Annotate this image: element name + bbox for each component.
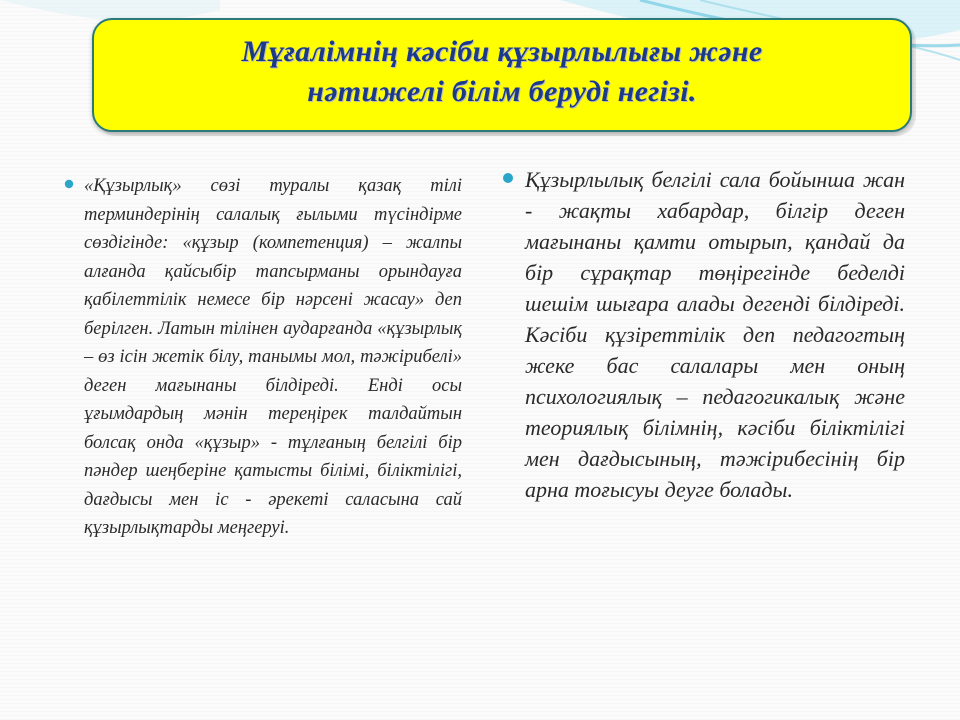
right-paragraph: Құзырлылық белгілі сала бойынша жан - жақты хабардар, білгір деген мағынаны қамти отырып, қандай да бір сұрақтар төңірегінде беделді шешім шығара алады дегенді білдіреді. Кәсіби құзіреттілік деп педагогтың жеке бас салалары мен оның психологиялық – педагогикалық және теориялық білімнің, кәсіби біліктілігі мен дағдысының, тәжірибесінің бір арна тоғысуы деуге болады.	[525, 167, 905, 502]
left-paragraph: «Құзырлық» сөзі туралы қазақ тілі терминдерінің салалық ғылыми түсіндірме сөздігінде: «құзыр (компетенция) – жалпы алғанда қайсыбір тапсырманы орындауға қабілеттілік немесе бір нәрсені жасау» деп берілген. Латын тілінен аударғанда «құзырлық – өз ісін жетік білу, танымы мол, тәжірибелі» деген мағынаны білдіреді. Енді осы ұғымдардың мәнін тереңірек талдайтын болсақ онда «құзыр» - тұлғаның белгілі бір пәндер шеңберіне қатысты білімі, біліктілігі, дағдысы мен іс - әрекеті саласына сай құзырлықтарды меңгеруі.	[84, 176, 462, 538]
right-text-column	[525, 164, 905, 505]
bullet-dot-icon	[502, 172, 514, 184]
slide-title-line-1: Мұғалімнің кәсіби құзырлылығы және	[241, 35, 763, 68]
left-text-column	[84, 172, 462, 543]
bullet-dot-icon	[64, 179, 74, 189]
title-box	[92, 18, 912, 132]
slide-title-line-2: нәтижелі білім беруді негізі.	[307, 75, 697, 108]
slide-title	[94, 32, 910, 112]
